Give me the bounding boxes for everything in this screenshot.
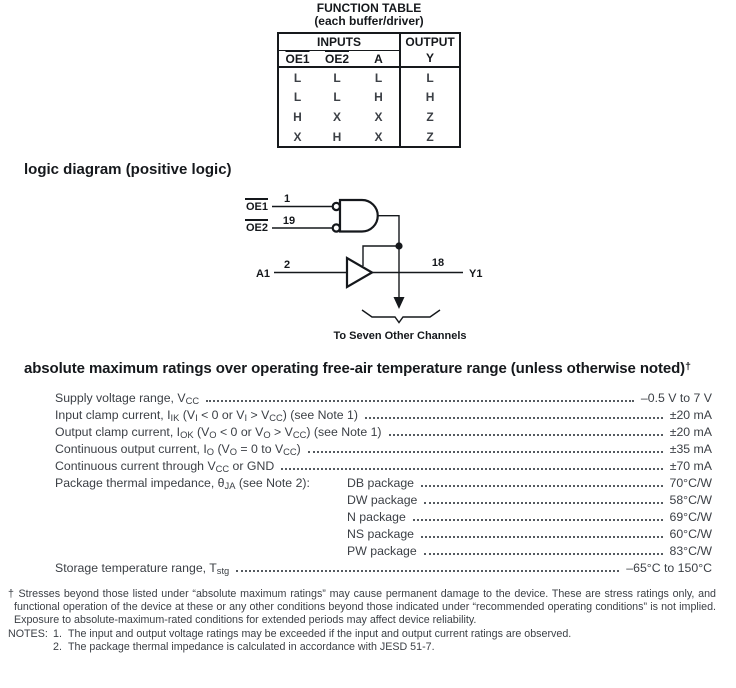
oe1-pin-number: 1	[283, 193, 291, 205]
inputs-header: INPUTS	[278, 33, 400, 51]
note-number: 2.	[53, 640, 62, 653]
function-table	[277, 32, 461, 148]
cell: H	[425, 90, 435, 104]
rating-value: 70°C/W	[669, 476, 712, 490]
package-label: N package	[347, 510, 406, 524]
rating-row	[55, 476, 712, 493]
enable-wire	[378, 216, 399, 246]
oe1-signal-label: OE1	[245, 201, 268, 213]
rating-value: 58°C/W	[669, 493, 712, 507]
table-row	[278, 67, 460, 87]
note-text: The input and output voltage ratings may be exceeded if the input and output current ratings are observed.	[68, 627, 572, 640]
dotted-leader	[421, 536, 663, 538]
ratings-heading: absolute maximum ratings over operating free-air temperature range (unless otherwise noted)†	[24, 360, 691, 377]
rating-value: ±70 mA	[669, 459, 712, 473]
cell: L	[293, 90, 302, 104]
col-oe2-label: OE2	[316, 51, 358, 68]
output-header-label: OUTPUT	[405, 35, 455, 49]
y1-signal-label: Y1	[469, 268, 483, 280]
note-item	[8, 641, 716, 654]
buffer-gate-icon	[347, 258, 372, 287]
cell: X	[358, 127, 400, 147]
and-gate-icon	[340, 200, 378, 232]
dotted-leader	[206, 400, 634, 402]
package-label: DW package	[347, 493, 418, 507]
dotted-leader	[308, 451, 663, 453]
rating-value: ±20 mA	[669, 425, 712, 439]
rating-label: Supply voltage range, $V_{CC}$	[55, 391, 200, 407]
notes-list	[8, 628, 716, 654]
cell: H	[358, 87, 400, 107]
oe1-inverter-bubble	[333, 203, 340, 210]
notes-label: NOTES:	[8, 627, 48, 640]
notes-label-spacer	[8, 641, 53, 654]
dotted-leader	[421, 485, 663, 487]
table-row	[278, 107, 460, 127]
rating-row	[55, 561, 712, 578]
cell: L	[426, 70, 434, 85]
cell: X	[293, 129, 302, 144]
cell: L	[333, 90, 341, 104]
rating-label: Input clamp current, $I_{IK}$ ($V_I < 0$ or $V_I > V_{CC}$) (see Note 1)	[55, 408, 358, 424]
rating-row	[55, 425, 712, 442]
function-table-title: FUNCTION TABLE	[316, 1, 422, 15]
oe2-inverter-bubble	[333, 224, 340, 231]
rating-label: Output clamp current, $I_{OK}$ ($V_O < 0$ or $V_O > V_{CC}$) (see Note 1)	[55, 425, 382, 441]
table-row	[278, 127, 460, 147]
output-header	[400, 33, 460, 67]
package-label: PW package	[347, 544, 417, 558]
diagram-caption: To Seven Other Channels	[333, 330, 467, 342]
dotted-leader	[236, 570, 619, 572]
logic-diagram	[230, 186, 536, 350]
rating-value: ±35 mA	[669, 442, 712, 456]
dotted-leader	[424, 502, 662, 504]
cell: Z	[426, 110, 434, 124]
cell: H	[332, 129, 342, 144]
logic-diagram-heading: logic diagram (positive logic)	[24, 161, 232, 178]
table-row	[278, 87, 460, 107]
rating-row	[55, 391, 712, 408]
rating-value: 83°C/W	[669, 544, 712, 558]
function-table-block	[277, 2, 461, 148]
dagger-footnote: † Stresses beyond those listed under “absolute maximum ratings” may cause permanent damage to the device. These are stress ratings only, and functional operation of the device at these or any other conditions beyond those indicated under “recommended operating conditions” is not implied. Exposure to absolute-maximum-rated conditions for extended periods may affect device reliability.	[8, 588, 716, 627]
y1-pin-number: 18	[431, 257, 445, 269]
rating-row	[55, 510, 712, 527]
dotted-leader	[413, 519, 663, 521]
down-arrow-icon	[394, 297, 405, 309]
rating-value: –0.5 V to 7 V	[640, 391, 712, 405]
dotted-leader	[424, 553, 663, 555]
rating-value: –65°C to 150°C	[626, 561, 712, 575]
underbrace-icon	[362, 310, 440, 323]
rating-label: Continuous output current, $I_O$ ($V_O = 0$ to $V_{CC}$)	[55, 442, 301, 458]
rating-value: 69°C/W	[669, 510, 712, 524]
a1-signal-label: A1	[255, 268, 270, 280]
cell: L	[293, 70, 302, 85]
rating-label: Package thermal impedance, $\theta_{JA}$ (see Note 2):	[55, 476, 310, 492]
note-number: 1.	[53, 627, 62, 640]
package-label: DB package	[347, 476, 414, 490]
footnotes	[8, 588, 716, 654]
cell: H	[293, 110, 302, 124]
rating-label: Continuous current through $V_{CC}$ or GND	[55, 459, 275, 475]
a1-pin-number: 2	[283, 259, 291, 271]
oe2-signal-label: OE2	[245, 222, 268, 234]
cell: X	[358, 107, 400, 127]
rating-value: ±20 mA	[669, 408, 712, 422]
note-item	[8, 628, 716, 641]
note-text: The package thermal impedance is calculated in accordance with JESD 51-7.	[68, 640, 435, 653]
buffer-enable-wire	[363, 246, 399, 266]
output-column-label: Y	[426, 51, 435, 65]
rating-row	[55, 544, 712, 561]
col-a-label: A	[358, 51, 400, 68]
rating-row	[55, 459, 712, 476]
rating-row	[55, 408, 712, 425]
rating-row	[55, 493, 712, 510]
cell: Z	[426, 129, 434, 144]
cell: L	[333, 70, 341, 85]
dotted-leader	[281, 468, 662, 470]
cell: X	[332, 110, 341, 124]
dotted-leader	[389, 434, 663, 436]
rating-row	[55, 442, 712, 459]
col-oe1-label: OE1	[278, 51, 316, 68]
cell: L	[358, 67, 400, 87]
ratings-list	[55, 391, 712, 578]
rating-row	[55, 527, 712, 544]
function-table-subtitle: (each buffer/driver)	[314, 14, 424, 28]
package-label: NS package	[347, 527, 414, 541]
rating-label: Storage temperature range, $T_{stg}$	[55, 561, 230, 577]
dotted-leader	[365, 417, 663, 419]
oe2-pin-number: 19	[282, 215, 296, 227]
rating-value: 60°C/W	[669, 527, 712, 541]
